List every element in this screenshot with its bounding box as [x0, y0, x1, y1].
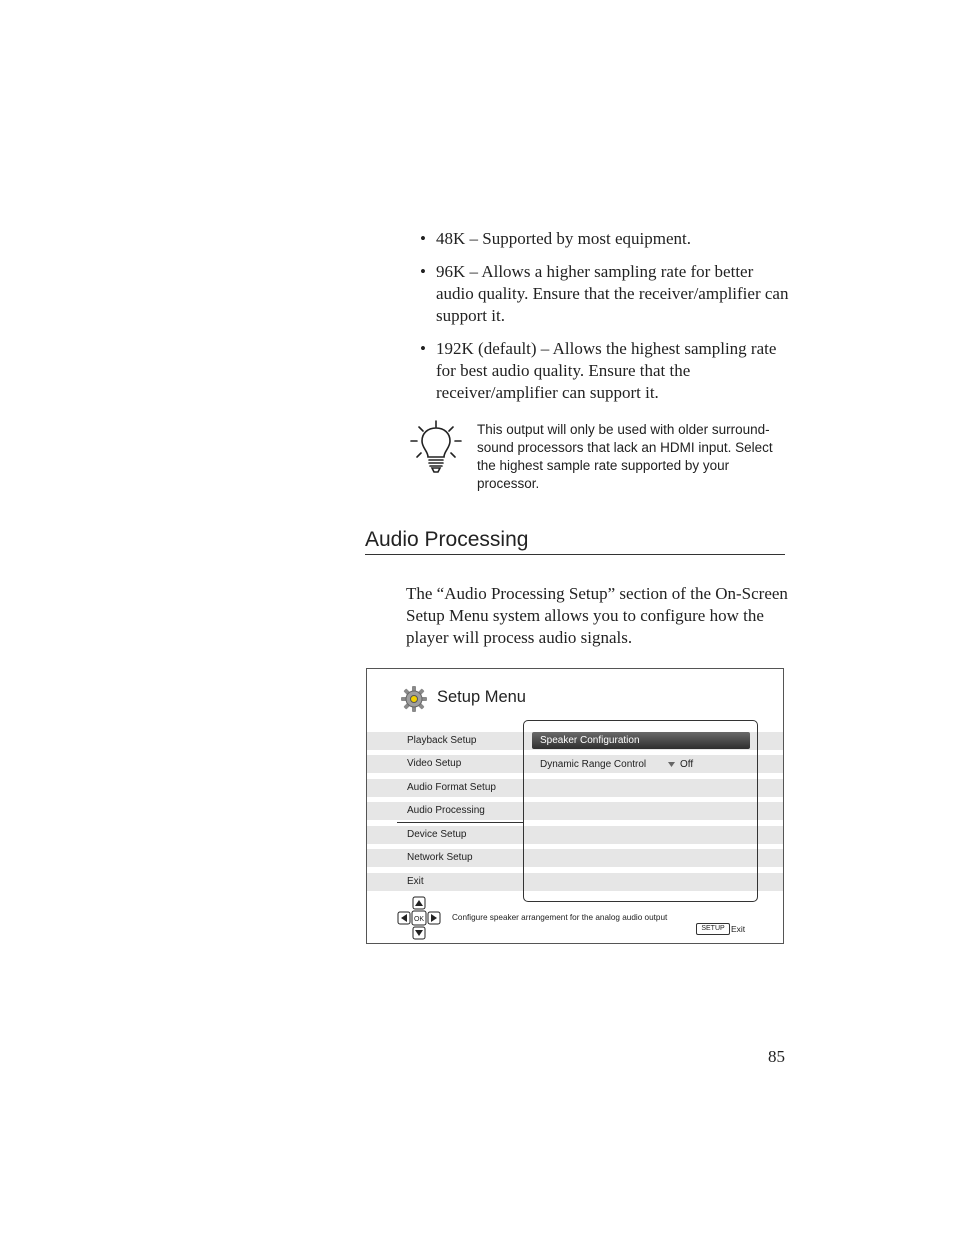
bullet-192k: • 192K (default) – Allows the highest sampling rate for best audio quality. Ensure that the receiver/amplifier can support it.	[420, 338, 790, 404]
page-number: 85	[768, 1047, 785, 1066]
dynamic-range-value: Off	[680, 759, 694, 770]
ok-label: OK	[413, 916, 425, 923]
lightbulb-icon	[410, 420, 462, 474]
sample-rate-list	[420, 228, 790, 415]
hint-text: Configure speaker arrangement for the analog audio output	[452, 913, 668, 922]
bullet-96k: • 96K – Allows a higher sampling rate for better audio quality. Ensure that the receiver/amplifier can support it.	[420, 261, 790, 327]
setup-key-label: SETUP	[696, 923, 730, 935]
section-heading: Audio Processing	[365, 526, 785, 555]
setup-menu-title: Setup Menu	[437, 688, 526, 706]
menu-item-network-setup: Network Setup	[407, 852, 473, 863]
menu-item-exit: Exit	[407, 876, 424, 887]
menu-item-video-setup: Video Setup	[407, 758, 462, 769]
navigation-pad-icon	[397, 896, 441, 940]
dropdown-arrow-icon	[668, 762, 675, 767]
gear-icon	[401, 686, 427, 712]
tip-note: This output will only be used with older surround-sound processors that lack an HDMI input. Select the highest sample rate supported by your processor.	[477, 422, 773, 491]
exit-label: Exit	[731, 924, 746, 934]
menu-item-playback-setup: Playback Setup	[407, 735, 477, 746]
setup-menu-screenshot	[366, 668, 784, 944]
option-dynamic-range-control: Dynamic Range Control	[540, 759, 647, 770]
menu-item-audio-format-setup: Audio Format Setup	[407, 782, 496, 793]
menu-item-audio-processing: Audio Processing	[407, 805, 485, 816]
menu-item-device-setup: Device Setup	[407, 829, 467, 840]
bullet-48k: • 48K – Supported by most equipment.	[420, 228, 790, 250]
active-item-underline	[397, 822, 523, 823]
option-speaker-configuration: Speaker Configuration	[540, 735, 640, 746]
intro-paragraph: The “Audio Processing Setup” section of the On-Screen Setup Menu system allows you to configure how the player will process audio signals.	[406, 584, 788, 647]
